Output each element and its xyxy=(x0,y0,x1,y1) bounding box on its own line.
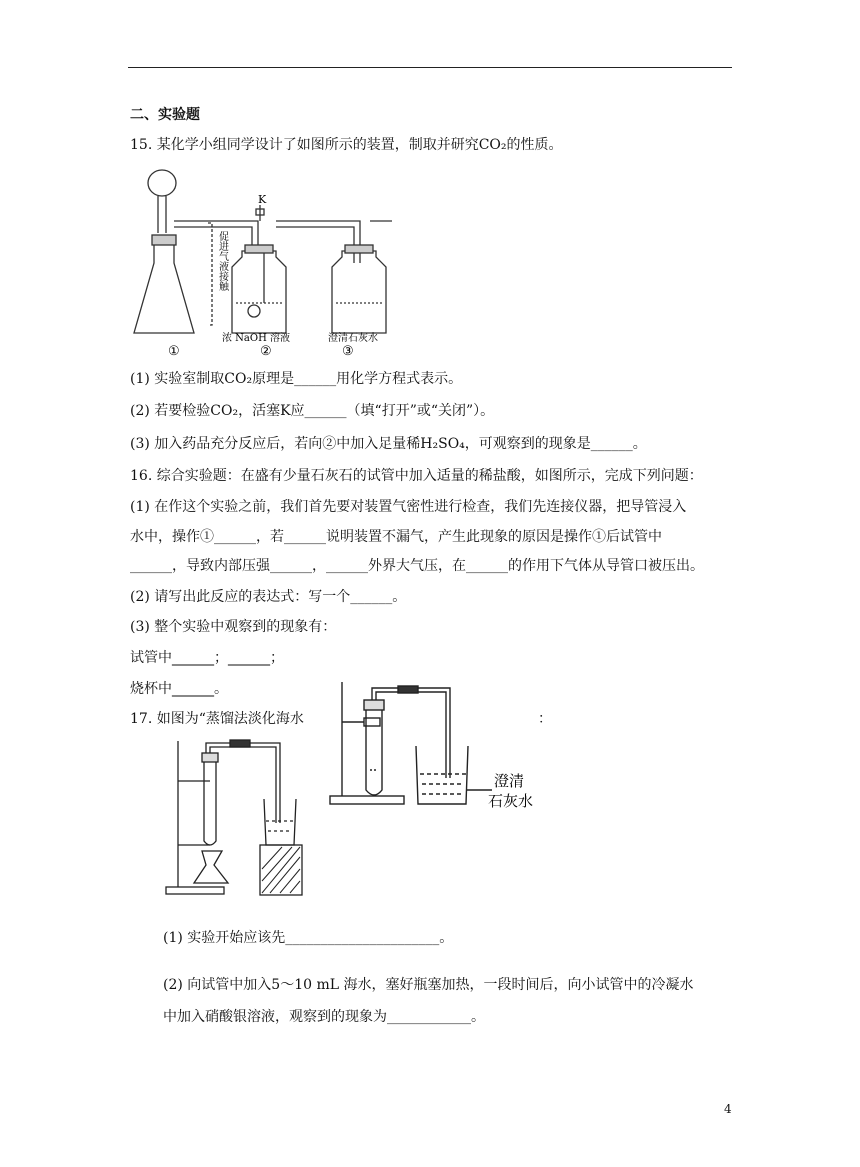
q16-part3: (3) 整个实验中观察到的现象有： xyxy=(130,619,337,635)
section-title: 二、实验题 xyxy=(130,107,200,123)
q17-part2-line1: (2) 向试管中加入5～10 mL 海水，塞好瓶塞加热，一段时间后，向小试管中的冷凝水 xyxy=(163,977,694,993)
conical-flask xyxy=(134,235,194,333)
q17-stem-right: ： xyxy=(538,711,552,727)
q16-part1-line1: (1) 在作这个实验之前，我们首先要对装置气密性进行检查，我们先连接仪器，把导管浸入 xyxy=(130,499,687,515)
q16-stem: 16. 综合实验题：在盛有少量石灰石的试管中加入适量的稀盐酸，如图所示，完成下列问题： xyxy=(130,468,703,484)
q15-part2: (2) 若要检验CO₂，活塞K应______（填“打开”或“关闭”）。 xyxy=(130,403,495,419)
valve-label: K xyxy=(258,193,267,206)
funnel-bulb xyxy=(148,170,176,196)
q15-apparatus-figure xyxy=(130,163,395,358)
lime-label: 澄清石灰水 xyxy=(328,333,378,344)
q16-part2: (2) 请写出此反应的表达式：写一个______。 xyxy=(130,589,407,605)
q17-part1: (1) 实验开始应该先______________________。 xyxy=(163,930,454,946)
q15-stem: 15. 某化学小组同学设计了如图所示的装置，制取并研究CO₂的性质。 xyxy=(130,137,563,153)
limewater-label-line1: 澄清 xyxy=(494,772,525,790)
page-number: 4 xyxy=(724,1102,732,1116)
q17-part2-line2: 中加入硝酸银溶液，观察到的现象为____________。 xyxy=(163,1009,485,1025)
label-1: ① xyxy=(168,344,180,358)
limewater-label-line2: 石灰水 xyxy=(488,792,534,810)
q16-part1-line2: 水中，操作①______，若______说明装置不漏气，产生此现象的原因是操作①后试管中 xyxy=(130,529,662,545)
q16-part3-beaker: 烧杯中______。 xyxy=(130,681,228,697)
label-3: ③ xyxy=(342,344,354,358)
q15-part1: (1) 实验室制取CO₂原理是______用化学方程式表示。 xyxy=(130,371,463,387)
side-label: 促进气液接触 xyxy=(216,231,228,291)
bottle-3 xyxy=(332,251,386,333)
q16-part1-line3: ______，导致内部压强______，______外界大气压，在______的作用下气体从导管口被压出。 xyxy=(130,558,704,574)
q16-apparatus-figure xyxy=(326,678,540,810)
naoh-label: 浓 NaOH 溶液 xyxy=(222,333,290,344)
q17-stem-left: 17. 如图为“蒸馏法淡化海水 xyxy=(130,711,304,727)
header-rule xyxy=(128,67,732,68)
q17-distillation-figure xyxy=(162,733,312,898)
label-2: ② xyxy=(260,344,272,358)
stand-base xyxy=(330,796,404,804)
q16-part3-tube: 试管中______；______； xyxy=(130,650,284,666)
q15-part3: (3) 加入药品充分反应后，若向②中加入足量稀H₂SO₄，可观察到的现象是______。 xyxy=(130,436,647,452)
bottle-2 xyxy=(232,251,286,333)
beaker xyxy=(416,746,468,804)
